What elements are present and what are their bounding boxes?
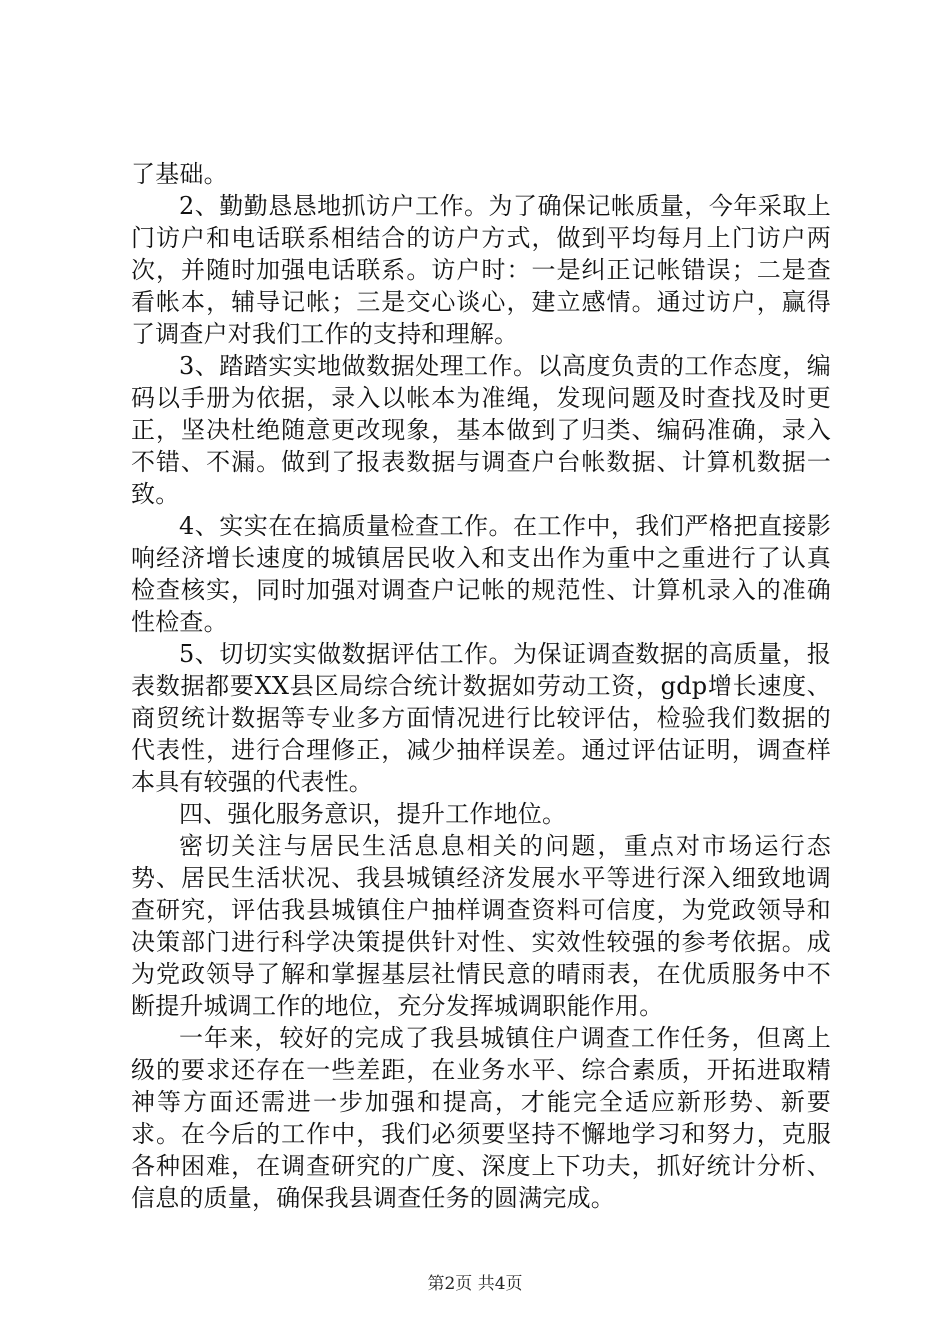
section-heading-4: 四、强化服务意识，提升工作地位。 [179,800,567,828]
paragraph-service: 密切关注与居民生活息息相关的问题，重点对市场运行态势、居民生活状况、我县城镇经济发展水平等进行深入细致地调查研究，评估我县城镇住户抽样调查资料可信度，为党政领导和决策部门进行科学决策提供针对性、实效性较强的参考依据。成为党政领导了解和掌握基层社情民意的晴雨表，在优质服务中不断提升城调工作的地位，充分发挥城调职能作用。 [131,832,831,1020]
paragraph-continuation: 了基础。 [131,160,228,188]
document-body [131,158,831,1214]
paragraph-item-5: 5、切切实实做数据评估工作。为保证调查数据的高质量，报表数据都要XX县区局综合统计数据如劳动工资，gdp增长速度、商贸统计数据等专业多方面情况进行比较评估，检验我们数据的代表性，进行合理修正，减少抽样误差。通过评估证明，调查样本具有较强的代表性。 [131,640,831,796]
paragraph-item-2: 2、勤勤恳恳地抓访户工作。为了确保记帐质量，今年采取上门访户和电话联系相结合的访户方式，做到平均每月上门访户两次，并随时加强电话联系。访户时：一是纠正记帐错误；二是查看帐本，辅导记帐；三是交心谈心，建立感情。通过访户，赢得了调查户对我们工作的支持和理解。 [131,192,831,348]
page-footer [0,1274,950,1294]
paragraph-item-3: 3、踏踏实实地做数据处理工作。以高度负责的工作态度，编码以手册为依据，录入以帐本为准绳，发现问题及时查找及时更正，坚决杜绝随意更改现象，基本做到了归类、编码准确，录入不错、不漏。做到了报表数据与调查户台帐数据、计算机数据一致。 [131,352,831,508]
paragraph-summary: 一年来，较好的完成了我县城镇住户调查工作任务，但离上级的要求还存在一些差距，在业务水平、综合素质，开拓进取精神等方面还需进一步加强和提高，才能完全适应新形势、新要求。在今后的工作中，我们必须要坚持不懈地学习和努力，克服各种困难，在调查研究的广度、深度上下功夫，抓好统计分析、信息的质量，确保我县调查任务的圆满完成。 [131,1024,831,1212]
page-number-label: 第2页 共4页 [427,1274,523,1294]
paragraph-item-4: 4、实实在在搞质量检查工作。在工作中，我们严格把直接影响经济增长速度的城镇居民收入和支出作为重中之重进行了认真检查核实，同时加强对调查户记帐的规范性、计算机录入的准确性检查。 [131,512,831,636]
